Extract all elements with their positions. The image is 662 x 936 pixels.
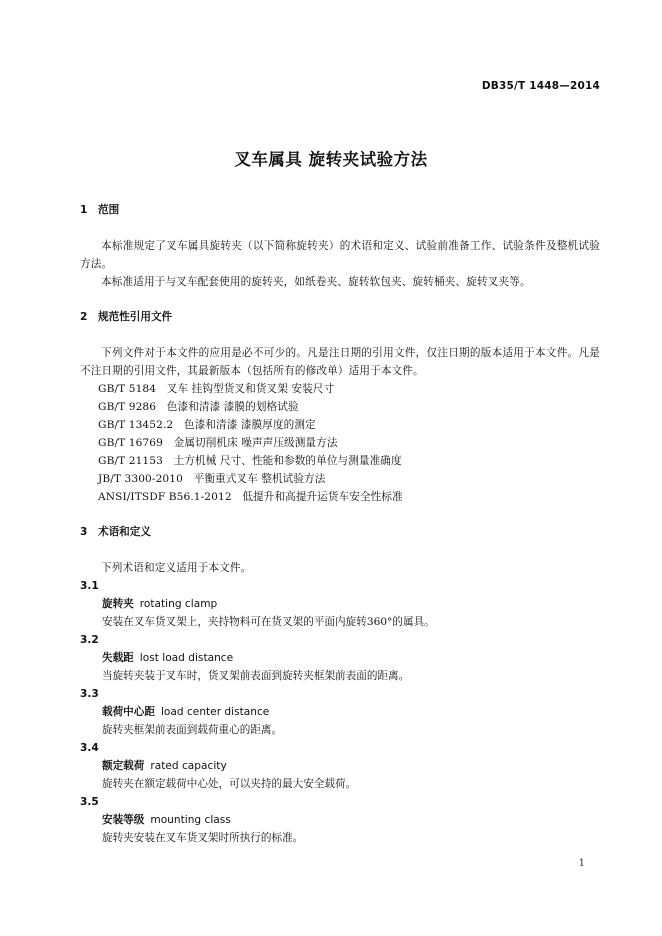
reference-item: GB/T 16769 金属切削机床 噪声声压级测量方法 — [98, 437, 338, 449]
term-name: 载荷中心距 load center distance — [102, 706, 270, 718]
section-heading: 2 规范性引用文件 — [80, 311, 173, 323]
term-entry — [80, 685, 600, 739]
reference-list — [80, 380, 600, 506]
page-number: 1 — [578, 858, 585, 869]
term-entry — [80, 793, 600, 847]
reference-item: GB/T 9286 色漆和清漆 漆膜的划格试验 — [98, 401, 299, 413]
reference-item: GB/T 13452.2 色漆和清漆 漆膜厚度的测定 — [98, 419, 316, 431]
term-definition: 当旋转夹装于叉车时，货叉架前表面到旋转夹框架前表面的距离。 — [102, 670, 410, 682]
document-title: 叉车属具 旋转夹试验方法 — [234, 150, 428, 169]
term-name: 旋转夹 rotating clamp — [102, 598, 218, 610]
term-definition: 安装在叉车货叉架上，夹持物料可在货叉架的平面内旋转360°的属具。 — [102, 616, 435, 628]
paragraph: 本标准适用于与叉车配套使用的旋转夹，如纸卷夹、旋转软包夹、旋转桶夹、旋转叉夹等。 — [101, 276, 531, 288]
term-name: 安装等级 mounting class — [102, 814, 231, 826]
term-entry — [80, 631, 600, 685]
term-entry — [80, 739, 600, 793]
section-heading: 1 范围 — [80, 204, 120, 216]
reference-item: JB/T 3300-2010 平衡重式叉车 整机试验方法 — [98, 473, 326, 485]
term-number: 3.5 — [80, 796, 99, 808]
term-number: 3.3 — [80, 688, 99, 700]
paragraph: 下列术语和定义适用于本文件。 — [101, 562, 252, 574]
section-scope — [80, 201, 600, 291]
term-number: 3.2 — [80, 634, 99, 646]
section-heading: 3 术语和定义 — [80, 526, 151, 538]
term-number: 3.1 — [80, 580, 99, 592]
paragraph: 本标准规定了叉车属具旋转夹（以下简称旋转夹）的术语和定义、试验前准备工作、试验条件及整机试验方法。 — [80, 240, 600, 270]
standard-code: DB35/T 1448—2014 — [481, 80, 600, 92]
reference-item: GB/T 5184 叉车 挂钩型货叉和货叉架 安装尺寸 — [98, 383, 335, 395]
section-terms-definitions — [80, 523, 600, 847]
term-definition: 旋转夹在额定载荷中心处，可以夹持的最大安全载荷。 — [102, 778, 357, 790]
reference-item: ANSI/ITSDF B56.1-2012 低提升和高提升运货车安全性标准 — [98, 491, 403, 503]
paragraph: 下列文件对于本文件的应用是必不可少的。凡是注日期的引用文件，仅注日期的版本适用于本文件。凡是不注日期的引用文件，其最新版本（包括所有的修改单）适用于本文件。 — [80, 347, 600, 377]
section-normative-references — [80, 308, 600, 506]
term-definition: 旋转夹框架前表面到载荷重心的距离。 — [102, 724, 283, 736]
term-name: 额定载荷 rated capacity — [102, 760, 227, 772]
term-number: 3.4 — [80, 742, 99, 754]
document-body — [80, 201, 600, 847]
term-entry — [80, 577, 600, 631]
term-name: 失载距 lost load distance — [102, 652, 234, 664]
reference-item: GB/T 21153 土方机械 尺寸、性能和参数的单位与测量准确度 — [98, 455, 402, 467]
term-definition: 旋转夹安装在叉车货叉架时所执行的标准。 — [102, 832, 304, 844]
